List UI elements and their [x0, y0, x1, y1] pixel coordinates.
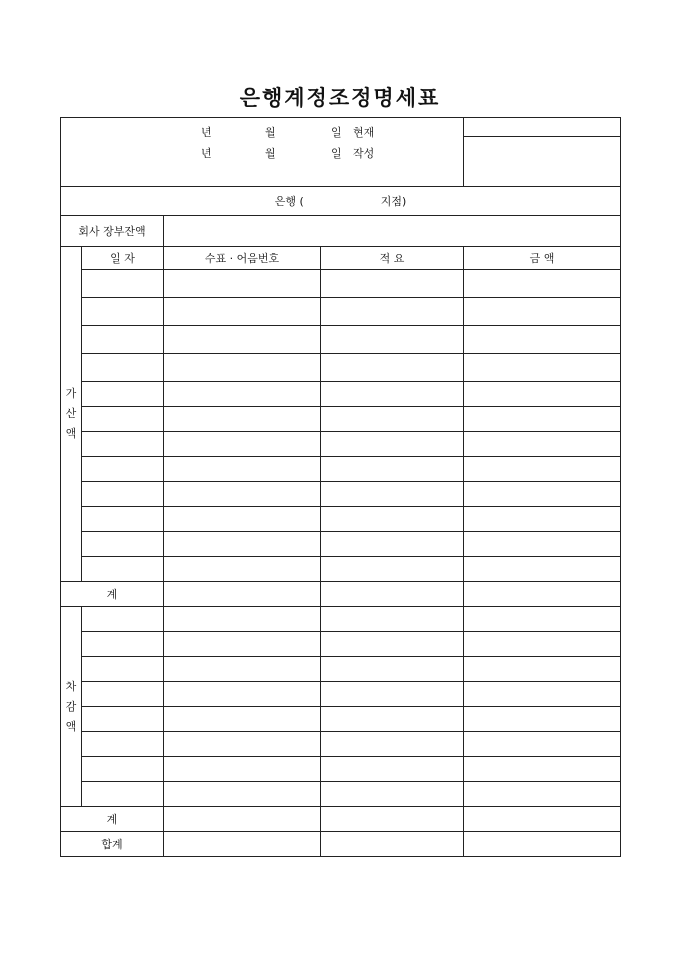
col-header-date: 일 자	[82, 247, 164, 270]
subtotal-cell[interactable]	[164, 582, 321, 607]
entry-cell[interactable]	[164, 354, 321, 382]
entry-cell[interactable]	[82, 354, 164, 382]
debit-entry-row	[61, 632, 621, 657]
credit-entry-row	[61, 507, 621, 532]
year-label: 년	[201, 126, 212, 139]
entry-cell[interactable]	[464, 782, 621, 807]
entry-cell[interactable]	[164, 782, 321, 807]
debit-entry-row	[61, 657, 621, 682]
credit-entry-row	[61, 298, 621, 326]
credit-entry-row	[61, 382, 621, 407]
entry-cell[interactable]	[464, 682, 621, 707]
credit-label-char: 가	[65, 387, 77, 400]
subtotal-cell[interactable]	[164, 807, 321, 832]
entry-cell[interactable]	[464, 407, 621, 432]
debit-section-label	[61, 607, 82, 807]
subtotal-cell[interactable]	[464, 807, 621, 832]
credit-entry-row	[61, 457, 621, 482]
entry-cell[interactable]	[321, 557, 464, 582]
entry-cell[interactable]	[464, 532, 621, 557]
entry-cell[interactable]	[321, 354, 464, 382]
entry-cell[interactable]	[164, 432, 321, 457]
entry-cell[interactable]	[464, 757, 621, 782]
entry-cell[interactable]	[321, 326, 464, 354]
credit-entry-row	[61, 532, 621, 557]
debit-label-char: 액	[65, 719, 77, 733]
debit-entry-row	[61, 707, 621, 732]
subtotal-cell[interactable]	[321, 582, 464, 607]
entry-cell[interactable]	[164, 532, 321, 557]
entry-cell[interactable]	[321, 532, 464, 557]
entry-cell[interactable]	[464, 707, 621, 732]
entry-cell[interactable]	[164, 707, 321, 732]
total-cell[interactable]	[464, 832, 621, 857]
credit-subtotal-row	[61, 582, 621, 607]
entry-cell[interactable]	[321, 507, 464, 532]
debit-subtotal-row	[61, 807, 621, 832]
entry-cell[interactable]	[464, 354, 621, 382]
entry-cell[interactable]	[82, 757, 164, 782]
approval-box	[464, 118, 621, 187]
created-label: 작성	[353, 147, 375, 160]
col-header-summary: 적 요	[321, 247, 464, 270]
entry-cell[interactable]	[82, 432, 164, 457]
page-title: 은행계정조정명세표	[239, 85, 441, 110]
reconciliation-table	[60, 117, 621, 857]
credit-label-char: 액	[65, 427, 77, 440]
entry-cell[interactable]	[164, 507, 321, 532]
entry-cell[interactable]	[321, 757, 464, 782]
entry-cell[interactable]	[321, 482, 464, 507]
col-header-amount: 금 액	[464, 247, 621, 270]
entry-cell[interactable]	[464, 607, 621, 632]
credit-label-char: 산	[65, 407, 77, 420]
entry-cell[interactable]	[164, 557, 321, 582]
entry-cell[interactable]	[321, 782, 464, 807]
entry-cell[interactable]	[464, 298, 621, 326]
entry-cell[interactable]	[164, 482, 321, 507]
entry-cell[interactable]	[464, 432, 621, 457]
entry-cell[interactable]	[164, 757, 321, 782]
entry-cell[interactable]	[464, 507, 621, 532]
col-header-check-no: 수표 · 어음번호	[164, 247, 321, 270]
entry-cell[interactable]	[464, 326, 621, 354]
entry-cell[interactable]	[82, 507, 164, 532]
entry-cell[interactable]	[321, 270, 464, 298]
book-balance-label: 회사 장부잔액	[61, 216, 164, 247]
year-label: 년	[201, 147, 212, 160]
entry-cell[interactable]	[321, 632, 464, 657]
bank-row	[61, 187, 621, 216]
entry-cell[interactable]	[82, 782, 164, 807]
credit-section-label	[61, 247, 82, 582]
day-label: 일	[331, 126, 342, 139]
total-cell[interactable]	[321, 832, 464, 857]
entry-cell[interactable]	[464, 457, 621, 482]
entry-cell[interactable]	[82, 457, 164, 482]
entry-cell[interactable]	[164, 657, 321, 682]
debit-entry-row	[61, 607, 621, 632]
entry-cell[interactable]	[164, 682, 321, 707]
entry-cell[interactable]	[464, 482, 621, 507]
debit-entry-row	[61, 682, 621, 707]
subtotal-cell[interactable]	[321, 807, 464, 832]
entry-cell[interactable]	[82, 657, 164, 682]
credit-entry-row	[61, 407, 621, 432]
entry-cell[interactable]	[82, 482, 164, 507]
entry-cell[interactable]	[464, 732, 621, 757]
grand-total-label: 합계	[61, 832, 164, 857]
entry-cell[interactable]	[82, 732, 164, 757]
debit-entry-row	[61, 732, 621, 757]
month-label: 월	[265, 147, 276, 160]
entry-cell[interactable]	[321, 298, 464, 326]
entry-cell[interactable]	[82, 326, 164, 354]
entry-cell[interactable]	[321, 457, 464, 482]
month-label: 월	[265, 126, 276, 139]
entry-cell[interactable]	[321, 432, 464, 457]
entry-cell[interactable]	[321, 682, 464, 707]
entry-cell[interactable]	[164, 607, 321, 632]
entry-cell[interactable]	[82, 632, 164, 657]
total-cell[interactable]	[164, 832, 321, 857]
entry-cell[interactable]	[82, 382, 164, 407]
entry-cell[interactable]	[164, 407, 321, 432]
entry-cell[interactable]	[82, 407, 164, 432]
entry-cell[interactable]	[82, 707, 164, 732]
book-balance-value	[164, 216, 621, 247]
entry-cell[interactable]	[164, 382, 321, 407]
entry-cell[interactable]	[464, 557, 621, 582]
entry-cell[interactable]	[164, 457, 321, 482]
subtotal-cell[interactable]	[464, 582, 621, 607]
entry-cell[interactable]	[321, 707, 464, 732]
entry-cell[interactable]	[321, 657, 464, 682]
as-of-label: 현재	[353, 126, 375, 139]
entry-cell[interactable]	[321, 382, 464, 407]
entry-cell[interactable]	[82, 270, 164, 298]
entry-cell[interactable]	[321, 407, 464, 432]
entry-cell[interactable]	[164, 326, 321, 354]
debit-label-char: 감	[65, 699, 77, 713]
entry-cell[interactable]	[82, 298, 164, 326]
grand-total-row	[61, 832, 621, 857]
debit-label-char: 차	[65, 679, 77, 693]
credit-entry-row	[61, 326, 621, 354]
entry-cell[interactable]	[164, 270, 321, 298]
entry-cell[interactable]	[321, 732, 464, 757]
credit-entry-row	[61, 482, 621, 507]
day-label: 일	[331, 147, 342, 160]
entry-cell[interactable]	[464, 657, 621, 682]
entry-cell[interactable]	[82, 607, 164, 632]
entry-cell[interactable]	[464, 270, 621, 298]
entry-cell[interactable]	[464, 632, 621, 657]
credit-entry-row	[61, 354, 621, 382]
debit-entry-row	[61, 757, 621, 782]
credit-entry-row	[61, 270, 621, 298]
debit-subtotal-label: 계	[61, 807, 164, 832]
created-date-line	[201, 145, 383, 161]
branch-label: 지점)	[380, 195, 407, 208]
entry-cell[interactable]	[164, 298, 321, 326]
credit-entry-row	[61, 557, 621, 582]
credit-entry-row	[61, 432, 621, 457]
debit-entry-row	[61, 782, 621, 807]
bank-label: 은행 (	[274, 195, 304, 208]
entry-cell[interactable]	[164, 732, 321, 757]
date-header-cell	[61, 118, 464, 187]
entry-cell[interactable]	[464, 382, 621, 407]
entry-cell[interactable]	[82, 682, 164, 707]
entry-cell[interactable]	[82, 532, 164, 557]
entry-cell[interactable]	[164, 632, 321, 657]
entry-cell[interactable]	[82, 557, 164, 582]
credit-subtotal-label: 계	[61, 582, 164, 607]
as-of-date-line	[201, 124, 383, 140]
entry-cell[interactable]	[321, 607, 464, 632]
